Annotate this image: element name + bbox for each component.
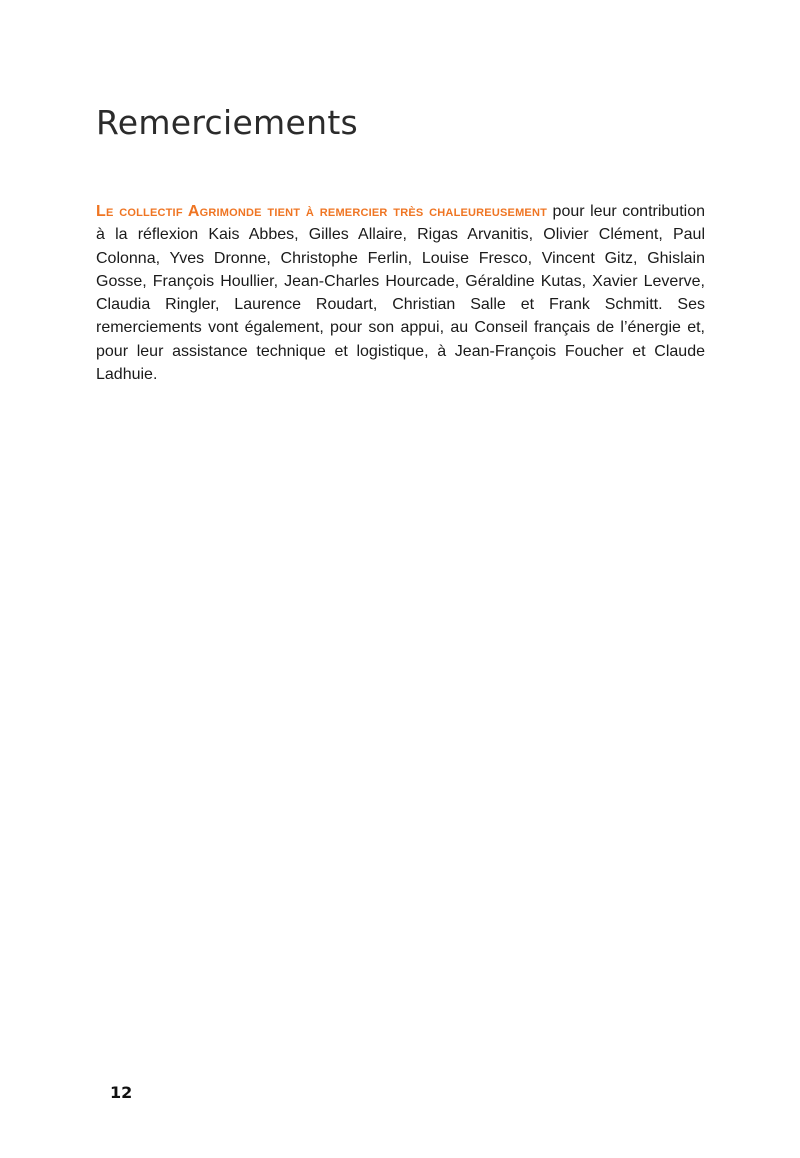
page-title: Remerciements	[96, 103, 359, 142]
paragraph-body: pour leur contribution à la réflexion Kais Abbes, Gilles Allaire, Rigas Arvanitis, Olivier Clément, Paul Colonna, Yves Dronne, Christophe Ferlin, Louise Fresco, Vincent Gitz, Ghislain Gosse, François Houllier, Jean-Charles Hourcade, Géraldine Kutas, Xavier Leverve, Claudia Ringler, Laurence Roudart, Christian Salle et Frank Schmitt. Ses remerciements vont également, pour son appui, au Conseil français de l’énergie et, pour leur assistance technique et logistique, à Jean-François Foucher et Claude Ladhuie.	[96, 203, 705, 384]
acknowledgements-paragraph	[96, 200, 705, 386]
paragraph-lead-in: Le collectif Agrimonde tient à remercier très chaleureusement	[96, 203, 548, 220]
page-number: 12	[110, 1083, 133, 1102]
